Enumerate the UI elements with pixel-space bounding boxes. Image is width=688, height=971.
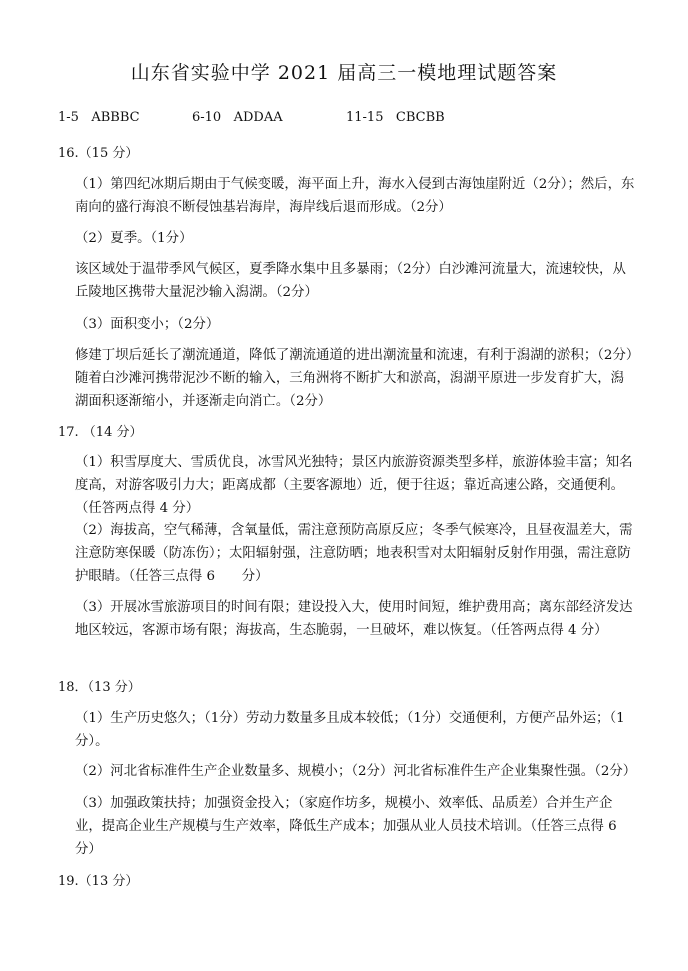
q17-part1-answer: （1）积雪厚度大、雪质优良，冰雪风光独特；景区内旅游资源类型多样，旅游体验丰富；知名度高，对游客吸引力大；距离成都（主要客源地）近，便于往返；靠近高速公路，交通便利。（任答两点得 4 分） — [75, 455, 633, 516]
q16-part1-answer: （1）第四纪冰期后期由于气候变暖，海平面上升，海水入侵到古海蚀崖附近（2分）；然后，东南向的盛行海浪不断侵蚀基岩海岸，海岸线后退而形成。（2分） — [75, 177, 635, 215]
q17-heading: 17. （14 分） — [58, 425, 143, 440]
q16-part3-explanation: 修建丁坝后延长了潮流通道，降低了潮流通道的进出潮流量和流速，有利于潟湖的淤积；（2分）随着白沙滩河携带泥沙不断的输入，三角洲将不断扩大和淤高，潟湖平原进一步发育扩大，潟湖面积逐渐缩小，并逐渐走向消亡。（2分） — [75, 348, 633, 409]
mc-range: 11-15 — [346, 110, 384, 125]
page-title: 山东省实验中学 2021 届高三一模地理试题答案 — [130, 62, 558, 84]
mc-range: 1-5 — [58, 110, 79, 125]
mc-group-1-5 — [58, 110, 140, 125]
q16-heading: 16.（15 分） — [58, 146, 139, 161]
mc-range: 6-10 — [192, 110, 222, 125]
mc-answer-string: ADDAA — [233, 110, 283, 125]
mc-group-11-15 — [346, 110, 445, 125]
q18-part3-answer: （3）加强政策扶持；加强资金投入；（家庭作坊多，规模小、效率低、品质差）合并生产企业，提高企业生产规模与生产效率，降低生产成本；加强从业人员技术培训。（任答三点得 6 分） — [75, 796, 617, 857]
q17-part2-answer: （2）海拔高，空气稀薄，含氧量低，需注意预防高原反应；冬季气候寒冷，且昼夜温差大，需注意防寒保暖（防冻伤）；太阳辐射强，注意防晒；地表积雪对太阳辐射反射作用强，需注意防护眼睛。（任答三点得 6 分） — [75, 523, 633, 584]
mc-answer-string: ABBBC — [91, 110, 140, 125]
q18-part2-answer: （2）河北省标准件生产企业数量多、规模小；（2分）河北省标准件生产企业集聚性强。（2分） — [75, 764, 637, 779]
q16-part3-answer: （3）面积变小；（2分） — [75, 317, 220, 332]
q16-part2-explanation: 该区域处于温带季风气候区，夏季降水集中且多暴雨；（2分）白沙滩河流量大，流速较快，从丘陵地区携带大量泥沙输入潟湖。（2分） — [75, 262, 626, 300]
q17-part3-answer: （3）开展冰雪旅游项目的时间有限；建设投入大，使用时间短，维护费用高；离东部经济发达地区较远，客源市场有限；海拔高，生态脆弱，一旦破坏，难以恢复。（任答两点得 4 分） — [75, 600, 633, 638]
q16-part2-answer: （2）夏季。（1分） — [75, 231, 193, 246]
mc-group-6-10 — [192, 110, 283, 125]
q19-heading: 19.（13 分） — [58, 874, 139, 889]
q18-heading: 18．（13 分） — [58, 680, 141, 695]
mc-answer-string: CBCBB — [395, 110, 445, 125]
q18-part1-answer: （1）生产历史悠久；（1分）劳动力数量多且成本较低；（1分）交通便利，方便产品外运；（1分）。 — [75, 711, 625, 749]
